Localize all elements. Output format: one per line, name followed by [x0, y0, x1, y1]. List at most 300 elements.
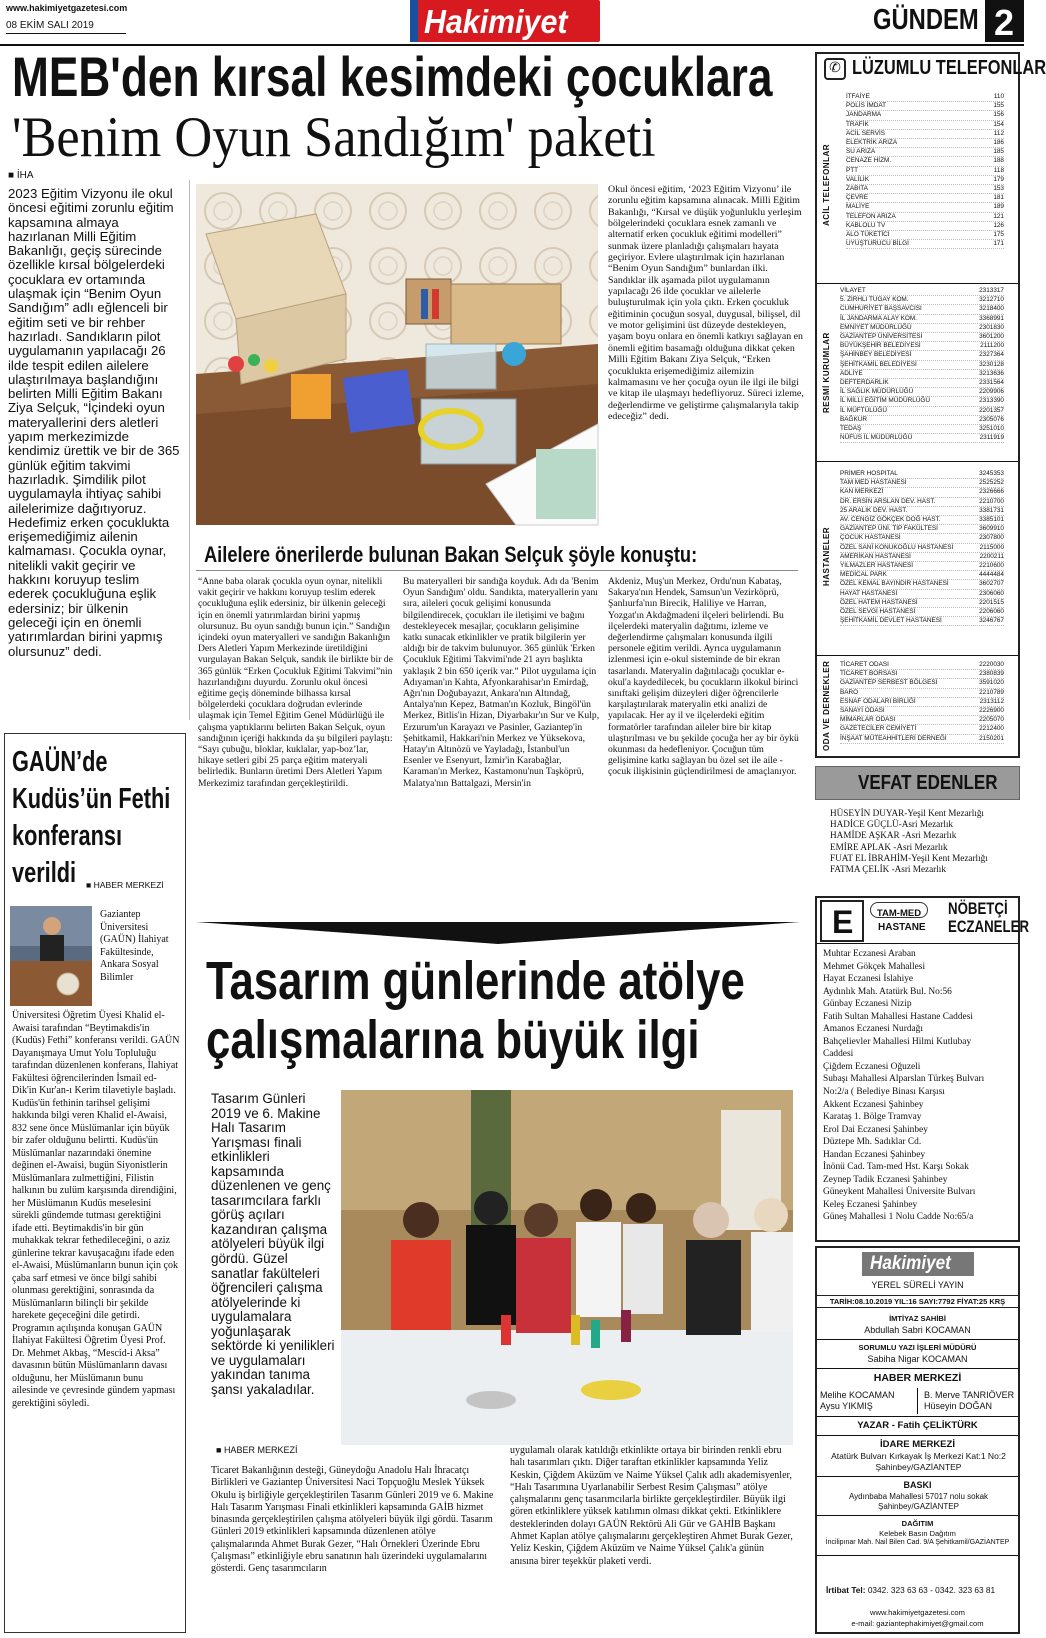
phone-row [840, 661, 1004, 670]
imprint-editor-label: SORUMLU YAZI İŞLERİ MÜDÜRÜ [858, 1343, 977, 1352]
gaun-photo-image [10, 906, 92, 1006]
phones-title: LÜZUMLU TELEFONLAR [852, 57, 1046, 79]
imprint-rule [817, 1339, 1018, 1340]
main-col-a: “Anne baba olarak çocukla oyun oynar, nitelikli vakit geçirir ve hakkını koruyup teslim ederek çocukluğuna eşlik edersiniz, bir ülkenin geleceği için en önemli yatırımlardan birini yapmış olursunuz. Bu oyun sandığı bunun için.” Sandığın içindeki oyun materyalleri ve sandığın Bakanlığın Ders Aletleri Yapım Merkezinde üretildiğini vurgulayan Bakan Selçuk, sandık ile birlikte bir de 365 günlük “Erken Çocukluk Eğitimi Takvimi”nin hazırlandığını duyurdu. Zorunlu okul öncesi eğitime geçiş döneminde bilhassa kırsal bölgelerdeki çocuklara doğrudan evlerinde ulaşmak için Temel Eğitim Genel Müdürlüğü ile çalışma yaptıklarını belirten Bakan Selçuk, oyun sandığının içeriği hakkında da şu bilgileri paylaştı: “Sayı çubuğu, bloklar, kuklalar, yap-boz’lar, hikaye setleri gibi 25 parça eğitim materyali belirledik. Bunların üretimi Ders Aletleri Yapım Merkezimiz tarafından gerçekleştirildi. [198, 576, 393, 789]
imprint-news-l2: Aysu YIKMIŞ [820, 1401, 873, 1411]
vefat-item: EMİRE APLAK -Asri Mezarlık [830, 841, 948, 852]
imprint-dist-label: DAĞITIM [901, 1519, 934, 1528]
phone-number: 186 [993, 139, 1004, 147]
phone-name: ADLİYE [840, 369, 863, 377]
phone-row [840, 544, 1004, 553]
pharmacy-title-1: NÖBETÇİ [948, 899, 1008, 918]
phone-row [846, 157, 1004, 166]
phone-row [846, 176, 1004, 185]
phone-row [840, 698, 1004, 707]
phone-row [840, 305, 1004, 314]
vefat-item: HAMİDE AŞKAR -Asri Mezarlık [830, 830, 957, 841]
phone-row [846, 139, 1004, 148]
phone-name: HAYAT HASTANESİ [840, 589, 898, 597]
imprint-rule [817, 1435, 1018, 1436]
phone-name: İNŞAAT MÜTEAHHİTLERİ DERNEĞİ [840, 734, 947, 742]
pharmacy-line: Düztepe Mh. Sadıklar Cd. [823, 1137, 922, 1148]
phone-number: 155 [993, 102, 1004, 110]
phones-group-1-label: ACİL TELEFONLAR [822, 143, 831, 226]
imprint-rule [817, 1555, 1018, 1556]
pharmacy-list [823, 948, 1018, 1224]
phone-name: ALO TÜKETİCİ [846, 231, 890, 239]
phone-name: VALİLİK [846, 175, 869, 183]
phone-number: 189 [993, 203, 1004, 211]
phone-number: 2210600 [979, 562, 1004, 570]
imprint-web[interactable]: www.hakimiyetgazetesi.com [870, 1608, 965, 1617]
phone-row [840, 324, 1004, 333]
phone-name: İTFAİYE [846, 93, 870, 100]
masthead-logo [410, 0, 600, 42]
pharmacy-line: Caddesi [823, 1049, 854, 1060]
phone-row [840, 416, 1004, 425]
main-subhead: Ailelere önerilerde bulunan Bakan Selçuk şöyle konuştu: [204, 542, 698, 567]
phone-number: 3246767 [979, 617, 1004, 625]
vefat-list [830, 808, 1015, 875]
phone-row [846, 111, 1004, 120]
phone-row [840, 679, 1004, 688]
phone-row [840, 553, 1004, 562]
imprint-news-label: HABER MERKEZİ [873, 1372, 962, 1384]
phone-name: TAM MED HASTANESİ [840, 479, 907, 487]
phone-name: İL JANDARMA ALAY KOM. [840, 314, 917, 322]
phone-number: 3213636 [979, 369, 1004, 377]
phone-name: TELEFON ARIZA [846, 212, 896, 220]
phone-number: 3602707 [979, 580, 1004, 588]
phone-number: 3218400 [979, 305, 1004, 313]
phone-number: 2525252 [979, 479, 1004, 487]
phone-number: 3212710 [979, 296, 1004, 304]
phone-row [846, 121, 1004, 130]
imprint-news-r1: B. Merve TANRIÖVER [924, 1390, 1015, 1400]
phone-name: TİCARET ODASI [840, 661, 889, 668]
phone-number: 121 [993, 212, 1004, 220]
phone-row [840, 707, 1004, 716]
imprint-rule [917, 1388, 918, 1414]
main-source: ■ İHA [8, 170, 34, 181]
phone-row [840, 689, 1004, 698]
imprint-office-label: İDARE MERKEZİ [880, 1439, 955, 1450]
vefat-item: HADİCE GÜÇLÜ-Asri Mezarlık [830, 819, 953, 830]
phone-row [840, 590, 1004, 599]
phone-row [840, 488, 1004, 497]
phone-name: ŞEHİTKAMİL BELEDİYESİ [840, 360, 917, 368]
pharmacy-e-badge [820, 900, 864, 942]
phone-row [846, 167, 1004, 176]
phone-row [846, 185, 1004, 194]
pharmacy-sponsor-sub: HASTANE [878, 922, 926, 933]
gaun-intro: Gaziantep Üniversitesi (GAÜN) İlahiyat Fakültesinde, Ankara Sosyal Bilimler [100, 909, 169, 983]
phone-name: ACİL SERVİS [846, 129, 886, 137]
phone-number: 179 [993, 175, 1004, 183]
main-headline-1: MEB'den kırsal kesimdeki çocuklara [12, 45, 773, 108]
pharmacy-line: No:2/a ( Belediye Binası Karşısı [823, 1087, 945, 1098]
main-photo [196, 184, 598, 525]
phone-row [846, 194, 1004, 203]
phone-number: 3609910 [979, 525, 1004, 533]
page-number: 2 [994, 2, 1015, 43]
phone-number: 154 [993, 120, 1004, 128]
gaun-photo [10, 906, 92, 1006]
imprint-email[interactable]: e-mail: gaziantephakimiyet@gmail.com [851, 1619, 984, 1628]
phone-number: 3251010 [979, 425, 1004, 433]
phone-row [840, 725, 1004, 734]
phone-name: NÜFUS İL MÜDÜRLÜĞÜ [840, 434, 913, 442]
phone-row [840, 333, 1004, 342]
phone-name: VİLAYET [840, 287, 866, 294]
phone-number: 2306060 [979, 589, 1004, 597]
phone-number: 181 [993, 194, 1004, 202]
phone-name: ÖZEL KEMAL BAYINDIR HASTANESİ [840, 580, 949, 588]
imprint-owner: Abdullah Sabri KOCAMAN [864, 1325, 971, 1335]
phone-name: ZABITA [846, 185, 868, 193]
phone-number: 2205070 [979, 716, 1004, 724]
phone-row [840, 608, 1004, 617]
phone-number: 175 [993, 231, 1004, 239]
phone-name: SANAYİ ODASI [840, 707, 885, 715]
pharmacy-line: Karataş 1. Bölge Tramvay [823, 1112, 922, 1123]
design-col-a: Ticaret Bakanlığının desteği, Güneydoğu Anadolu Halı İhracatçı Birlikleri ve Gaziantep Üniversitesi Naci Topçuoğlu Meslek Yüksek Okulu iş birliğiyle gerçekleştirilen Tasarım Günleri 2019 ve 6. Makine Halı Tasarım Yarışması Finali etkinlikleri kapsamında GAİB hizmet binasında gerçekleştirilen çalışma atölyeleri büyük ilgi gördü. Tasarım Günleri 2019 etkinlikleri kapsamında düzenlenen atölye çalışmalarında Ahmet Burak Gezer, “Halı Örnekleri Üzerinde Ebru Çalışması” etkinliğiyle ebru sanatının halı üzerindeki uygulamalarını gösterdi. Genç tasarımcıların [211, 1465, 494, 1575]
phone-name: ÖZEL SANİ KONUKOĞLU HASTANESİ [840, 543, 954, 551]
imprint-logo [862, 1252, 974, 1276]
phone-row [840, 361, 1004, 370]
phone-row [846, 93, 1004, 102]
gaun-source-text: HABER MERKEZİ [93, 880, 164, 890]
phone-number: 2327364 [979, 351, 1004, 359]
phone-number: 2201357 [979, 406, 1004, 414]
pharmacy-line: İnönü Cad. Tam-med Hst. Karşı Sokak [823, 1162, 969, 1173]
phone-number: 112 [993, 129, 1004, 137]
phones-group-rule [817, 655, 1018, 656]
vefat-title: VEFAT EDENLER [858, 772, 998, 794]
phone-name: GAZİANTEP SERBEST BÖLGESİ [840, 679, 938, 687]
gaun-body: Üniversitesi Öğretim Üyesi Khalid el-Awaisi tarafından “Beytimakdis'in (Kudüs) Fethi” konferansı verildi. GAÜN Dayanışmaya Umut Yolu Topluluğu tarafından düzenlenen konferans, İlahiyat Fakültesi öğrencilerinden İsmail ed-Dik'in Kur'an-ı Kerim tilavetiyle başladı. Kudüs'ün fethinin tarihsel gelişimi hakkında bilgi veren Khalid el-Awaisi, 832 sene önce Müslümanlar için büyük bir zafer olduğunu belirtti. Kudüs'ün Müslümanlar nazarındaki önemine değinen el-Awaisi, bugün Siyonistlerin Müslümanlara zulmettiğini, Filistin halkının bu zulüm karşısında direndiğini, her Müslümanın Kudüs meselesini sürekli gündemde tutması gerektiğini ifade etti. Beytimakdis'in bir gün muhakkak tekrar fethedileceğini, o aziz günlerine tekrar kavuşacağını ifade eden el-Awaisi, Müslümanların bunun için çok çaba sarf etmesi ve önce bilgi sahibi olunması gerektiğini, sonrasında da Müslümanların bilinçli bir şekilde harekete geçeceğini dile getirdi. Programın açılışında konuşan GAÜN İlahiyat Fakültesi Öğretim Üyesi Prof. Dr. Mehmet Akbaş, “Mescid-i Aksa” davasının bütün Müslümanların davası olduğunu, her Müslümanın bunu ailesinde ve çevresinde gündem yapması gerektiğini söyledi. [12, 1010, 180, 1409]
phone-row [840, 735, 1004, 744]
imprint-writer: YAZAR - Fatih ÇELİKTÜRK [857, 1420, 978, 1431]
phone-number: 3368991 [979, 314, 1004, 322]
vefat-item: HÜSEYİN DUYAR-Yeşil Kent Mezarlığı [830, 808, 984, 818]
phone-number: 2111200 [980, 342, 1004, 350]
phones-group-3-label: HASTANELER [822, 526, 831, 586]
phone-name: BÜYÜKŞEHİR BELEDİYESİ [840, 342, 921, 350]
phone-row [840, 562, 1004, 571]
main-headline-2: 'Benim Oyun Sandığım' paketi [12, 106, 656, 169]
pharmacy-line: Zeynep Tadik Eczanesi Şahinbey [823, 1174, 948, 1185]
imprint-print: Aydınbaba Mahallesi 57017 nolu sokak Şahinbey/GAZİANTEP [848, 1492, 989, 1511]
phone-name: GAZİANTEP ÜNİVERSİTESİ [840, 333, 923, 341]
phone-number: 2301830 [979, 323, 1004, 331]
vefat-header [815, 766, 1020, 800]
pharmacy-line: Amanos Eczanesi Nurdağı [823, 1024, 923, 1035]
phone-name: TEDAŞ [840, 425, 862, 433]
main-col-b: Bu materyalleri bir sandığa koyduk. Adı da 'Benim Oyun Sandığım' oldu. Sandıkta, materyallerin yanı sıra, aileleri çocuk gelişimi konusunda bilgilendirecek, çocukları ile iletişimi ve bağını destekleyecek mesajlar, çocukların gelişimine katkı sunacak etkinlikler ve pratik bilgilerin yer aldığı bir de takvim bulunuyor. 365 günlük 'Erken Çocukluk Eğitimi Takvimi'nde 21 ayrı başlıkta yaklaşık 2 bin 650 içerik var.” Pilot uygulama için Adıyaman'ın Kahta, Afyonkarahisar'ın Emirdağ, Ağrı'nın Doğubayazıt, Ankara'nın Altındağ, Antalya'nın Kepez, Batman'ın Kozluk, Bingöl'ün Merkez, Bitlis'in Hizan, Diyarbakır'ın Sur ve Kulp, Erzurum'un Karayazı ve Pasinler, Gaziantep'in Şehitkamil, Hakkari'nin Merkez ve Yüksekova, Hatay'ın Altınözü ve Yayladağı, İstanbul'un Esenler ve Esenyurt, İzmir'in Karabağlar, Karaman'ın Merkez, Kastamonu'nun Taşköprü, Malatya'nın Battalgazi, Mersin'in [403, 576, 600, 789]
pharmacy-line: Hayat Eczanesi İslahiye [823, 974, 914, 985]
main-col-right: Okul öncesi eğitim, ‘2023 Eğitim Vizyonu’ ile zorunlu eğitim kapsamına alınacak. Milli Eğitim Bakanlığı, “Kırsal ve düşük yoğunluklu yerleşim bölgelerindeki çocuklara esnek zamanlı ve alternatif erken çocukluk eğitimi modelleri” sunmak üzere planladığı çalışmaları hayata geçiriyor. Evlere ulaştırılmak için hazırlanan “Benim Oyun Sandığım” bunlardan ilki. Sandıklar ilk aşamada pilot uygulamanın yapılacağı 26 ilde çocuklar ve ailelerle buluşturulmak için yola çıktı. Erken çocukluk eğitiminin çocuğun sosyal, duygusal, bilişsel, dil ve motor gelişimini üst düzeyde destekleyen, yaşam boyu onlara en önemli katkıyı sağlayan en önemli eğitim basamağı olduğuna dikkat çeken Milli Eğitim Bakanı Ziya Selçuk, “Erken çocuklukta erişemediğimiz ailemizin kalmamasını ve her çocuğa oyun ile ilgi ile bilgi ve kitap ile ulaşmayı hedefliyoruz. Süreci izleme, değerlendirme ve geliştirme çalışmalarıyla takip edeceğiz” dedi. [608, 184, 804, 422]
imprint-contact-label: İrtibat Tel: [826, 1585, 866, 1595]
phone-number: 156 [993, 111, 1004, 119]
imprint-rule [817, 1515, 1018, 1516]
phone-name: 25 ARALIK DEV. HAST. [840, 506, 908, 514]
phone-row [840, 351, 1004, 360]
phone-number: 2313112 [979, 697, 1004, 705]
phone-name: İL SAĞLIK MÜDÜRLÜĞÜ [840, 388, 914, 396]
phone-number: 2220030 [979, 661, 1004, 668]
design-lead: Tasarım Günleri 2019 ve 6. Makine Halı Tasarım Yarışması finali etkinlikleri kapsamında düzenlenen ve genç tasarımcılara farklı görüş açıları kazandıran çalışma atölyeleri büyük ilgi gördü. Güzel sanatlar fakülteleri öğrencileri çalışma atölyelerinde ki uygulamalara yoğunlaşarak sektörde ki yenilikleri ve uygulamaları yakından tanıma şansı yakaladılar. [211, 1091, 335, 1397]
logo-stripe [410, 0, 418, 42]
phone-icon: ✆ [824, 58, 846, 80]
imprint-rule [817, 1416, 1018, 1417]
gaun-source: ■ HABER MERKEZİ [86, 880, 164, 890]
page-number-box [985, 0, 1024, 42]
phone-name: BARO [840, 688, 859, 696]
phone-number: 2206060 [979, 608, 1004, 616]
pharmacy-line: Handan Eczanesi Şahinbey [823, 1149, 926, 1160]
imprint-news-l1: Melihe KOCAMAN [820, 1390, 895, 1400]
phone-number: 185 [993, 148, 1004, 156]
phone-name: MEDİCAL PARK [840, 571, 887, 579]
imprint-rule [817, 1476, 1018, 1477]
phones-group-4 [840, 661, 1004, 744]
phone-row [840, 397, 1004, 406]
imprint-contact [826, 1585, 995, 1595]
phone-number: 2305076 [979, 415, 1004, 423]
phone-number: 2313317 [979, 287, 1004, 294]
phone-name: İL MİLLİ EĞİTİM MÜDÜRLÜĞÜ [840, 397, 930, 405]
pharmacy-line: Subaşı Mahallesi Alparslan Türkeş Bulvarı [823, 1074, 985, 1085]
phone-row [846, 102, 1004, 111]
pharmacy-line: Muhtar Eczanesi Araban [823, 949, 916, 959]
imprint-logo-text: Hakimiyet [870, 1253, 951, 1274]
pharmacy-line: Çiğdem Eczanesi Oğuzeli [823, 1061, 921, 1072]
phone-number: 110 [993, 93, 1004, 100]
phone-number: 3385101 [979, 516, 1004, 524]
phone-name: İL MÜFTÜLÜĞÜ [840, 406, 887, 414]
pharmacy-line: Fatih Sultan Mahallesi Hastane Caddesi [823, 1011, 973, 1022]
phone-name: KAN MERKEZİ [840, 488, 884, 496]
phones-group-rule [817, 283, 1018, 284]
phone-row [846, 130, 1004, 139]
design-headline-2: çalışmalarına büyük ilgi [206, 1010, 700, 1070]
imprint-owner-label: İMTİYAZ SAHİBİ [889, 1314, 946, 1323]
imprint-news-r2: Hüseyin DOĞAN [924, 1401, 993, 1411]
phone-number: 3230128 [979, 360, 1004, 368]
pharmacy-line: Mehmet Gökçek Mahallesi [823, 961, 926, 972]
phone-row [840, 370, 1004, 379]
pharmacy-line: Keleş Eczanesi Şahinbey [823, 1199, 918, 1210]
phones-group-3 [840, 470, 1004, 626]
phone-number: 171 [993, 240, 1004, 248]
phone-row [840, 617, 1004, 626]
main-lead: 2023 Eğitim Vizyonu ile okul öncesi eğitimi zorunlu eğitim kapsamına almaya hazırlanan Milli Eğitim Bakanlığı, geçiş sürecinde özellikle kırsal bölgelerdeki çocuklara ev ortamında ulaşmak için “Benim Oyun Sandığım” adlı eğlenceli bir eğitim seti ve bir rehber hazırladı. Sandıkların pilot uygulamanın yapılacağı 26 ilde tespit edilen ailelere ulaştırılmaya başlandığını belirten Milli Eğitim Bakanı Ziya Selçuk, “İçindeki oyun materyallerini ders aletleri yapım merkezimizde kendimiz ürettik ve bir de 365 günlük eğitim takvimi hazırladık. Şimdilik pilot uygulamayla ihtiyaç sahibi ailelerimize dağıtıyoruz. Hedefimiz erken çocuklukta erişemediğimiz ailenin kalmaması. Çocukla oynar, nitelikli vakit geçirir ve hakkını koruyup teslim ederek çocukluğuna eşlik edersiniz; bir ülkenin geleceği için en önemli yatırımlardan birini yapmış olursunuz” dedi. [8, 186, 180, 659]
phone-name: PTT [846, 166, 859, 174]
pharmacy-line: Aydınlık Mah. Atatürk Bul. No:56 [823, 986, 952, 997]
pharmacy-line: Günbay Eczanesi Nizip [823, 999, 912, 1010]
phone-row [840, 534, 1004, 543]
phone-row [846, 231, 1004, 240]
phone-number: 4444484 [979, 571, 1004, 579]
pharmacy-rule [817, 943, 1018, 944]
phone-name: MİMARLAR ODASI [840, 716, 896, 724]
phone-number: 2210789 [979, 688, 1004, 696]
phone-number: 153 [993, 185, 1004, 193]
header-rule [6, 33, 126, 34]
phone-number: 2150201 [979, 734, 1004, 742]
imprint-dist-2: İncilipınar Mah. Nail Bilen Cad. 9/A Şehitkamil/GAZİANTEP [825, 1539, 1010, 1546]
phone-name: POLİS İMDAT [846, 102, 887, 110]
col-divider [189, 180, 190, 720]
pharmacy-line: Bahçelievler Mahallesi Hilmi Kutlubay [823, 1036, 972, 1047]
phone-name: DR. ERSİN ARSLAN DEV. HAST. [840, 497, 936, 505]
section-arrow [196, 922, 800, 944]
pharmacy-title-2: ECZANELER [948, 917, 1030, 936]
phone-number: 2200211 [979, 552, 1004, 560]
pharmacy-sponsor [870, 902, 928, 918]
design-headline-1: Tasarım günlerinde atölye [206, 951, 745, 1011]
vefat-item: FUAT EL İBRAHİM-Yeşil Kent Mezarlığı [830, 852, 988, 863]
design-source: ■ HABER MERKEZİ [216, 1445, 298, 1455]
design-photo-image [341, 1090, 793, 1445]
imprint-info: TARİH:08.10.2019 YIL:16 SAYI:7792 FİYAT:25 KRŞ [817, 1295, 1018, 1308]
phone-name: TRAFİK [846, 120, 869, 128]
phone-name: AV. CENGİZ GÖKÇEK DOĞ HAST. [840, 516, 941, 524]
phone-name: TİCARET BORSASI [840, 670, 898, 678]
phone-name: 5. ZIRHLI TUGAY KOM. [840, 296, 909, 304]
phone-number: 2311919 [979, 434, 1004, 442]
phones-group-2-label: RESMİ KURUMLAR [822, 332, 831, 414]
phone-name: BAĞKUR [840, 415, 867, 423]
phone-name: MALİYE [846, 203, 870, 211]
phone-name: ÖZEL SEVGİ HASTANESİ [840, 608, 916, 616]
vefat-item: FATMA ÇELİK -Asri Mezarlık [830, 864, 946, 875]
phone-name: CENAZE HİZM. [846, 157, 892, 165]
phone-number: 3601200 [979, 333, 1004, 341]
pharmacy-sponsor-name: TAM-MED [876, 908, 922, 919]
header-url[interactable]: www.hakimiyetgazetesi.com [6, 3, 128, 13]
phone-name: ÖZEL HATEM HASTANESİ [840, 598, 918, 606]
imprint-type: YEREL SÜRELİ YAYIN [871, 1280, 964, 1290]
subhead-rule [196, 570, 798, 571]
phone-name: ELEKTRİK ARIZA [846, 139, 898, 147]
pharmacy-line: Güneykent Mahallesi Üniversite Bulvarı [823, 1187, 976, 1198]
phone-row [840, 379, 1004, 388]
phone-name: AMERİKAN HASTANESİ [840, 552, 911, 560]
phone-row [846, 213, 1004, 222]
phone-name: UYUŞTURUCU BİLGİ [846, 240, 909, 248]
design-source-text: HABER MERKEZİ [223, 1445, 298, 1455]
phone-row [846, 240, 1004, 249]
phone-row [840, 287, 1004, 296]
phone-row [840, 599, 1004, 608]
phones-group-4-label: ODA VE DERNEKLER [822, 660, 831, 752]
phone-name: JANDARMA [846, 111, 882, 119]
phone-number: 2201515 [979, 598, 1004, 606]
phones-group-2 [840, 287, 1004, 443]
phone-name: CUMHURİYET BAŞSAVCISI [840, 305, 922, 313]
phone-name: ŞEHİTKAMİL DEVLET HASTANESİ [840, 617, 942, 625]
header-date: 08 EKİM SALI 2019 [6, 20, 94, 31]
phone-number: 2326666 [979, 488, 1004, 496]
phone-row [840, 425, 1004, 434]
phone-row [846, 222, 1004, 231]
phone-row [840, 470, 1004, 479]
phone-name: SU ARIZA [846, 148, 876, 156]
imprint-editor: Sabiha Nigar KOCAMAN [867, 1354, 968, 1364]
phone-number: 2226900 [979, 707, 1004, 715]
design-photo [341, 1090, 793, 1445]
phone-name: ÇEVRE [846, 194, 869, 202]
phone-number: 2212400 [979, 725, 1004, 733]
pharmacy-line: Akkent Eczanesi Şahinbey [823, 1099, 924, 1110]
logo-text: Hakimiyet [424, 3, 568, 40]
phone-number: 3381731 [979, 506, 1004, 514]
phone-number: 2115000 [979, 543, 1004, 551]
phone-row [840, 315, 1004, 324]
phone-name: PRİMER HOSPITAL [840, 470, 898, 477]
phones-group-1 [846, 93, 1004, 249]
imprint-dist-1: Kelebek Basın Dağıtım [879, 1529, 956, 1538]
phone-number: 118 [993, 166, 1004, 174]
phone-name: GAZETECİLER CEMİYETİ [840, 725, 917, 733]
phone-row [840, 580, 1004, 589]
gaun-title-4: verildi [12, 857, 77, 889]
phone-row [840, 516, 1004, 525]
phone-number: 2331564 [979, 379, 1004, 387]
phone-row [840, 498, 1004, 507]
phone-number: 2210700 [979, 497, 1004, 505]
main-photo-image [196, 184, 598, 525]
imprint-office: Atatürk Bulvarı Kırkayak İş Merkezi Kat:1 No:2 Şahinbey/GAZİANTEP [831, 1451, 1006, 1472]
phone-name: ESNAF ODALARI BİRLİĞİ [840, 697, 916, 705]
phone-name: ŞAHİNBEY BELEDİYESİ [840, 351, 912, 359]
imprint-print-label: BASKI [903, 1480, 932, 1490]
phone-row [846, 203, 1004, 212]
phone-number: 3591020 [979, 679, 1004, 687]
gaun-title-3: konferansı [12, 820, 123, 852]
imprint-contact-phone: 0342. 323 63 63 - 0342. 323 63 81 [867, 1585, 996, 1595]
phones-group-rule [817, 461, 1018, 462]
imprint-rule [817, 1368, 1018, 1369]
phone-number: 2209906 [979, 388, 1004, 396]
phone-row [840, 507, 1004, 516]
phone-number: 2380839 [979, 670, 1004, 678]
phone-name: DEFTERDARLIK [840, 379, 889, 387]
phone-number: 2313390 [979, 397, 1004, 405]
pharmacy-line: Erol Dai Eczanesi Şahinbey [823, 1124, 928, 1135]
phone-name: KABLOLU TV [846, 221, 886, 229]
phone-name: ÇOCUK HASTANESİ [840, 534, 901, 542]
phone-number: 2307800 [979, 534, 1004, 542]
main-source-text: İHA [16, 170, 34, 181]
phone-row [840, 434, 1004, 443]
gaun-title-2: Kudüs’ün Fethi [12, 783, 171, 815]
phone-name: YILMAZLER HASTANESİ [840, 562, 914, 570]
phone-name: EMNİYET MÜDÜRLÜĞÜ [840, 323, 912, 331]
main-col-c: Akdeniz, Muş'un Merkez, Ordu'nun Kabataş, Sakarya'nın Hendek, Samsun'un Vezirköprü, Şanlıurfa'nın Birecik, Haliliye ve Harran, Yozgat'ın Akdağmadeni ilçeleri belirlendi. Bu ilçelerdeki materyalin dağıtımı, izleme ve değerlendirme çalışmaları konusunda ilgili personele eğitim verildi. Ayrıca uygulamanın izlenmesi için e-okul sisteminde de bir ekran tasarlandı. Materyalin dağıtılacağı çocuklar e-okul'a kaydedilecek, bu çocukların ilkokul birinci sınıftaki gelişim düzeyleri diğer öğrencilerle karşılaştırılarak materyalin etki analizi de yapılacak. Her ay il ve ilçelerdeki eğitim formatörler tarafından aileler bire bir kitap ulaştırılması ve bu şekilde çocuğa her ay bir öykü okunması da hedefleniyor. Çocuğun tüm gelişimine katkı sağlayan bu özel set ile aile - çocuk ilişkisinin güçlendirilmesi de amaçlanıyor. [608, 576, 799, 778]
pharmacy-line: Güneş Mahallesi 1 Nolu Cadde No:65/a [823, 1212, 974, 1223]
phone-number: 126 [993, 221, 1004, 229]
pharmacy-e-letter: E [832, 904, 854, 940]
phone-row [840, 407, 1004, 416]
phone-number: 3245353 [979, 470, 1004, 477]
section-label: GÜNDEM [873, 4, 979, 36]
design-col-b: uygulamalı olarak katıldığı etkinlikte ortaya bir birinden renkli ebru halı tasarımları çıktı. Diğer taraftan etkinlikler kapsamında Yeliz Keskin, Çiğdem Aküzüm ve Naime Yüksel Çalık adlı akademisyenler, “Halı Tasarımına Uyarlanabilir Serbest Resim Çalışması” atölye çalışmalarını genç tasarımcılarla birlikte gerçekleştirdiler. Büyük ilgi gören etkinliklere yüksek katılımın olması dikkat çekti. Etkinliklere desteklerinden dolayı GAÜN Rektörü Ali Gür ve GAHİB Başkanı Ahmet Kaplan atölye çalışmalarını gerçekleştiren Ahmet Burak Gezer, Yeliz Keskin, Çiğdem Aküzüm ve Naime Yüksel Çalık'a günün anısına birer teşekkür plaketi verdi. [510, 1445, 793, 1567]
phone-number: 188 [993, 157, 1004, 165]
phone-name: GAZİANTEP ÜNİ. TIP FAKÜLTESİ [840, 525, 938, 533]
